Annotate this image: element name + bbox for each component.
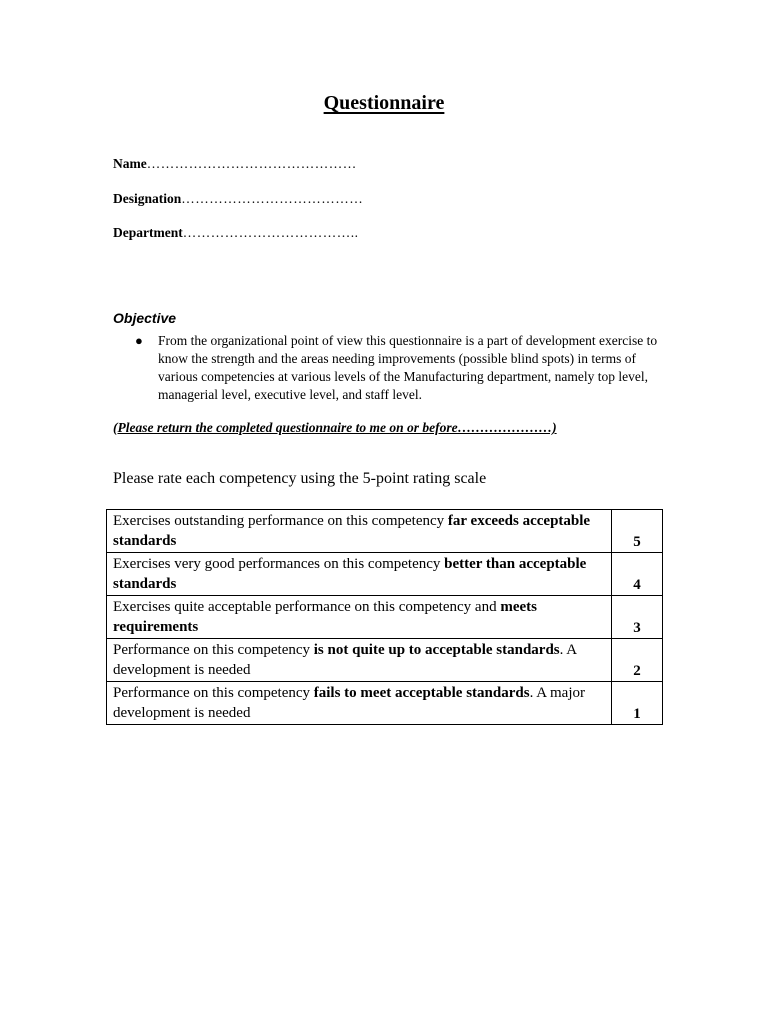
rating-text-bold: fails to meet acceptable standards — [313, 685, 530, 701]
department-blank: ……………………………….. — [182, 225, 359, 240]
bullet-icon: ● — [135, 333, 143, 348]
designation-field — [113, 191, 363, 207]
rating-text: Exercises quite acceptable performance on this competency and — [113, 599, 501, 615]
return-note: (Please return the completed questionnaire to me on or before…………………) — [113, 420, 557, 435]
page-title: Questionnaire — [323, 92, 445, 114]
rating-text-bold: far exceeds acceptable standards — [113, 513, 591, 549]
rating-text-bold: is not quite up to acceptable standards — [313, 642, 560, 658]
rating-description — [107, 596, 612, 639]
table-row — [107, 553, 663, 596]
rating-text: Performance on this competency — [113, 642, 314, 658]
rating-score: 5 — [612, 510, 663, 553]
rating-score: 4 — [612, 553, 663, 596]
rating-description — [107, 682, 612, 725]
table-row — [107, 682, 663, 725]
name-label: Name — [113, 156, 147, 171]
rating-text-tail: . A development is needed — [113, 642, 577, 678]
rating-text: Exercises outstanding performance on this competency — [113, 513, 448, 529]
table-row — [107, 596, 663, 639]
rating-score: 3 — [612, 596, 663, 639]
name-field — [113, 156, 357, 172]
name-blank: ……………………………………… — [146, 156, 357, 171]
rating-description — [107, 553, 612, 596]
rating-text-bold: meets requirements — [113, 599, 537, 635]
rating-description — [107, 510, 612, 553]
rating-text-bold: better than acceptable standards — [113, 556, 587, 592]
designation-label: Designation — [113, 191, 182, 206]
department-field — [113, 225, 358, 241]
rating-text-tail: . A major development is needed — [113, 685, 585, 721]
rating-description — [107, 639, 612, 682]
table-row — [107, 510, 663, 553]
rating-score: 2 — [612, 639, 663, 682]
rating-score: 1 — [612, 682, 663, 725]
objective-heading: Objective — [113, 310, 177, 326]
rating-intro: Please rate each competency using the 5-point rating scale — [113, 470, 487, 487]
table-row — [107, 639, 663, 682]
rating-text: Performance on this competency — [113, 685, 314, 701]
department-label: Department — [113, 225, 183, 240]
rating-text: Exercises very good performances on this competency — [113, 556, 445, 572]
designation-blank: ………………………………… — [181, 191, 364, 206]
rating-scale-table — [106, 509, 663, 725]
objective-bullet-text: From the organizational point of view this questionnaire is a part of development exercise to know the strength and the areas needing improvements (possible blind spots) in terms of various competencies at various levels of the Manufacturing department, namely top level, managerial level, executive level, and staff level. — [158, 333, 658, 402]
